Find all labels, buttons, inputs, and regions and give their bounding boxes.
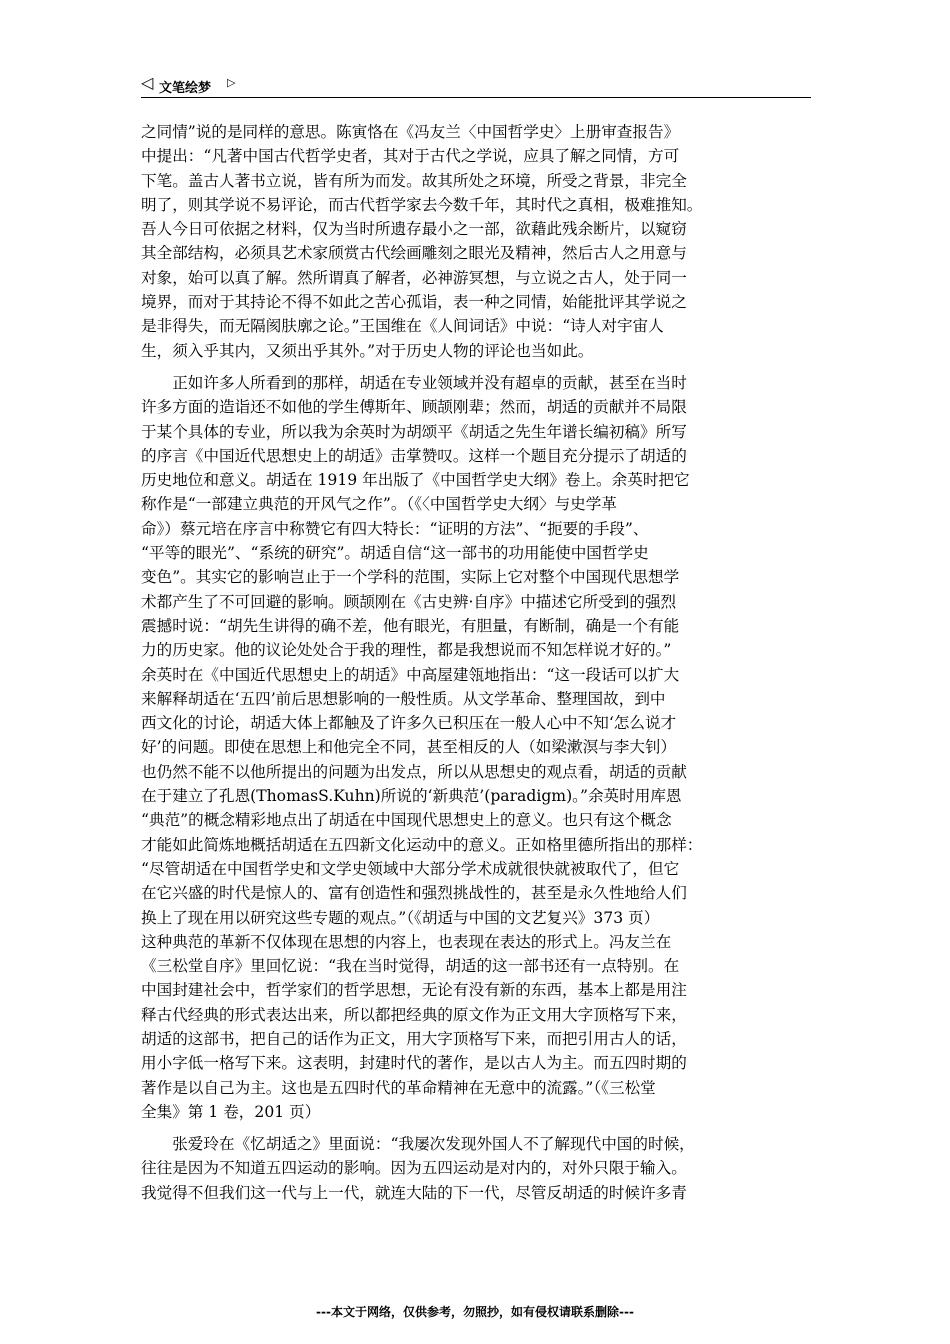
- page-header: [141, 73, 811, 97]
- text-line: “平等的眼光”、“系统的研究”。胡适自信“这一部书的功用能使中国哲学史: [141, 544, 649, 563]
- text-line: 《三松堂自序》里回忆说：“我在当时觉得，胡适的这一部书还有一点特别。在: [141, 957, 680, 976]
- text-line: 余英时在《中国近代思想史上的胡适》中高屋建瓴地指出：“这一段话可以扩大: [141, 665, 680, 684]
- text-line: 境界，而对于其持论不得不如此之苦心孤诣，表一种之同情，始能批评其学说之: [141, 293, 687, 312]
- text-line: 换上了现在用以研究这些专题的观点。”（《胡适与中国的文艺复兴》373 页）: [141, 908, 660, 927]
- text-line: 其全部结构，必须具艺术家颀赏古代绘画雕刻之眼光及精神，然后古人之用意与: [141, 244, 687, 263]
- footer-notice: ---本文于网络，仅供参考，勿照抄，如有侵权请联系删除---: [316, 1305, 634, 1319]
- text-line: 变色”。其实它的影响岂止于一个学科的范围，实际上它对整个中国现代思想学: [141, 568, 680, 587]
- text-line: 我觉得不但我们这一代与上一代，就连大陆的下一代，尽管反胡适的时候许多青: [141, 1183, 687, 1202]
- paragraph-2: [141, 371, 821, 1124]
- text-line: 中国封建社会中，哲学家们的哲学思想，无论有没有新的东西，基本上都是用注: [141, 981, 687, 1000]
- text-line: 张爱玲在《忆胡适之》里面说：“我屡次发现外国人不了解现代中国的时候，: [172, 1135, 695, 1154]
- text-line: 之同情”说的是同样的意思。陈寅恪在《冯友兰〈中国哲学史〉上册审查报告》: [141, 123, 680, 141]
- text-line: 于某个具体的专业，所以我为余英时为胡颂平《胡适之先生年谱长编初稿》所写: [141, 422, 687, 441]
- text-line: 才能如此简炼地概括胡适在五四新文化运动中的意义。正如格里德所指出的那样：: [141, 835, 703, 854]
- text-line: 用小字低一格写下来。这表明，封建时代的著作，是以古人为主。而五四时期的: [141, 1054, 687, 1073]
- text-line: 力的历史家。他的议论处处合于我的理性，都是我想说而不知怎样说才好的。”: [141, 641, 672, 660]
- text-line: 对象，始可以真了解。然所谓真了解者，必神游冥想，与立说之古人，处于同一: [141, 268, 687, 287]
- triangle-right-outline-icon: ▷: [227, 76, 236, 89]
- text-line: 术都产生了不可回避的影响。顾颉刚在《古史辨·自序》中描述它所受到的强烈: [141, 592, 677, 611]
- paragraph-3: [141, 1132, 821, 1205]
- text-line: 历史地位和意义。胡适在 1919 年出版了《中国哲学史大纲》卷上。余英时把它: [141, 471, 690, 490]
- text-line: 全集》第 1 卷，201 页）: [141, 1102, 321, 1121]
- header-rule: [141, 97, 811, 98]
- text-line: 下笔。盖古人著书立说，皆有所为而发。故其所处之环境，所受之背景，非完全: [141, 171, 687, 190]
- body-text: [141, 120, 821, 1205]
- text-line: 在它兴盛的时代是惊人的、富有创造性和强烈挑战性的，甚至是永久性地给人们: [141, 884, 687, 903]
- text-line: 正如许多人所看到的那样，胡适在专业领域并没有超卓的贡献，甚至在当时: [172, 373, 687, 392]
- text-line: “尽管胡适在中国哲学史和文学史领域中大部分学术成就很快就被取代了，但它: [141, 859, 680, 878]
- text-line: 著作是以自己为主。这也是五四时代的革命精神在无意中的流露。”（《三松堂: [141, 1078, 656, 1097]
- text-line: 中提出：“凡著中国古代哲学史者，其对于古代之学说，应具了解之同情，方可: [141, 147, 680, 166]
- text-line: 西文化的讨论，胡适大体上都触及了许多久已积压在一般人心中不知‘怎么说才: [141, 714, 677, 733]
- text-line: 震撼时说：“胡先生讲得的确不差，他有眼光，有胆量，有断制，确是一个有能: [141, 616, 680, 635]
- text-line: “典范”的概念精彩地点出了胡适在中国现代思想史上的意义。也只有这个概念: [141, 811, 672, 830]
- text-line: 生，须入乎其内，又须出乎其外。”对于历史人物的评论也当如此。: [141, 341, 594, 360]
- text-line: 许多方面的造诣还不如他的学生傅斯年、顾颉刚辈；然而，胡适的贡献并不局限: [141, 398, 687, 417]
- text-line: 明了，则其学说不易评论，而古代哲学家去今数千年，其时代之真相，极难推知。: [141, 195, 703, 214]
- text-line: 来解释胡适在‘五四’前后思想影响的一般性质。从文学革命、整理国故，到中: [141, 689, 666, 708]
- triangle-left-outline-icon: ◁: [141, 73, 154, 92]
- text-line: 胡适的这部书，把自己的话作为正文，用大字顶格写下来，而把引用古人的话，: [141, 1029, 687, 1048]
- text-line: 在于建立了孔恩(ThomasS.Kuhn)所说的‘新典范’(paradigm)。”余英时用库恩: [141, 787, 682, 806]
- text-line: 释古代经典的形式表达出来，所以都把经典的原文作为正文用大字顶格写下来，: [141, 1005, 687, 1024]
- header-brand: 文笔绘梦: [159, 81, 212, 96]
- text-line: 这种典范的革新不仅体现在思想的内容上，也表现在表达的形式上。冯友兰在: [141, 932, 672, 951]
- text-line: 称作是“一部建立典范的开风气之作”。（《〈中国哲学史大纲〉与史学革: [141, 495, 617, 514]
- text-line: 吾人今日可依据之材料，仅为当时所遗存最小之一部，欲藉此残余断片，以窥窃: [141, 220, 687, 239]
- text-line: 是非得失，而无隔阂肤廓之论。”王国维在《人间词话》中说：“诗人对宇宙人: [141, 317, 664, 336]
- text-line: 往往是因为不知道五四运动的影响。因为五四运动是对内的，对外只限于输入。: [141, 1159, 687, 1178]
- text-line: 命》）蔡元培在序言中称赞它有四大特长：“证明的方法”、“扼要的手段”、: [141, 519, 649, 538]
- text-line: 好’的问题。即使在思想上和他完全不同，甚至相反的人（如梁漱溟与李大钊）: [141, 738, 677, 757]
- text-line: 也仍然不能不以他所提出的问题为出发点，所以从思想史的观点看，胡适的贡献: [141, 762, 687, 781]
- text-line: 的序言《中国近代思想史上的胡适》击掌赞叹。这样一个题目充分提示了胡适的: [141, 446, 687, 465]
- paragraph-1: [141, 120, 821, 363]
